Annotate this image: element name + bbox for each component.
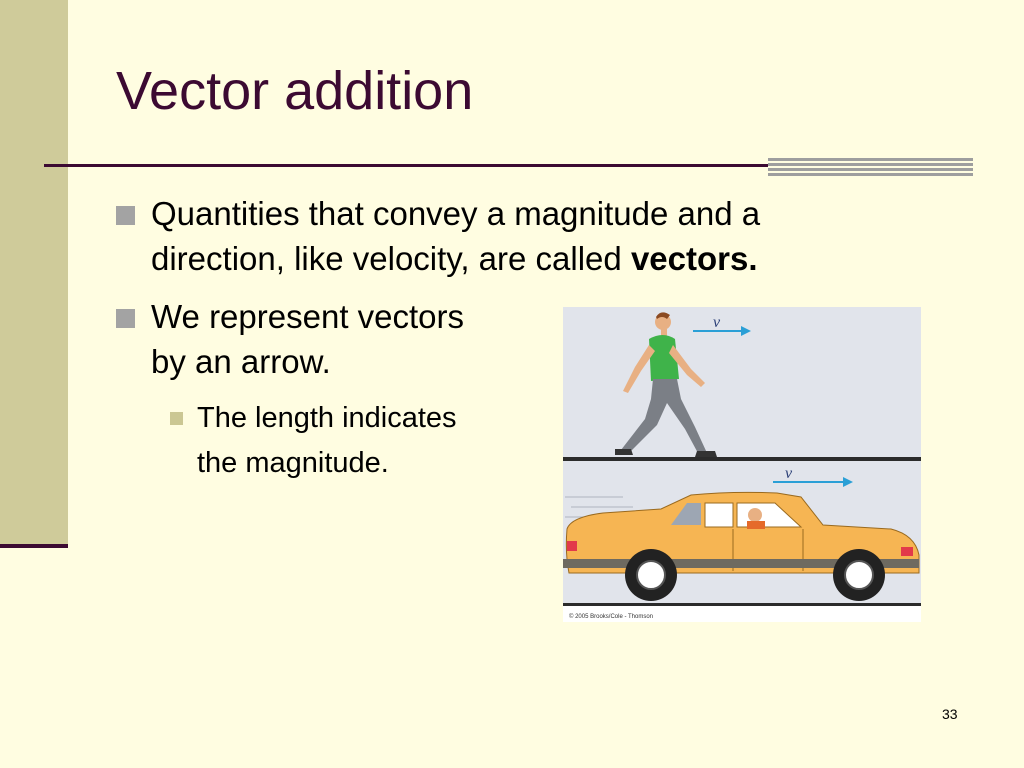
bullet-line: Quantities that convey a magnitude and a (151, 195, 761, 232)
title-decor-stripes (768, 158, 973, 178)
sub-bullet-text (197, 396, 457, 486)
walker-velocity-label: v (713, 314, 721, 331)
bullet-line: by an arrow. (151, 343, 331, 380)
bullet-line-text: direction, like velocity, are called (151, 240, 631, 277)
bullet-text (151, 294, 464, 384)
velocity-figure (563, 307, 921, 622)
sub-bullet-line: the magnitude. (197, 447, 389, 479)
figure-copyright: © 2005 Brooks/Cole - Thomson (569, 614, 654, 620)
car-ground-line (563, 603, 921, 606)
bullet-line (151, 236, 760, 281)
slide-title: Vector addition (116, 61, 474, 121)
slide-number: 33 (942, 706, 958, 722)
left-decor-bar-underline (0, 544, 68, 548)
bullet-square-icon (116, 309, 135, 328)
walker-ground-line (563, 457, 921, 461)
car-velocity-label: v (785, 465, 793, 482)
title-underline (44, 164, 774, 167)
bullet-square-icon (116, 206, 135, 225)
bullet-bold-term: vectors. (630, 240, 758, 277)
left-decor-bar (0, 0, 68, 548)
bullet-text (151, 191, 760, 281)
sub-bullet-square-icon (170, 412, 183, 425)
sub-bullet-line: The length indicates (197, 402, 457, 434)
bullet-line: We represent vectors (151, 298, 465, 335)
